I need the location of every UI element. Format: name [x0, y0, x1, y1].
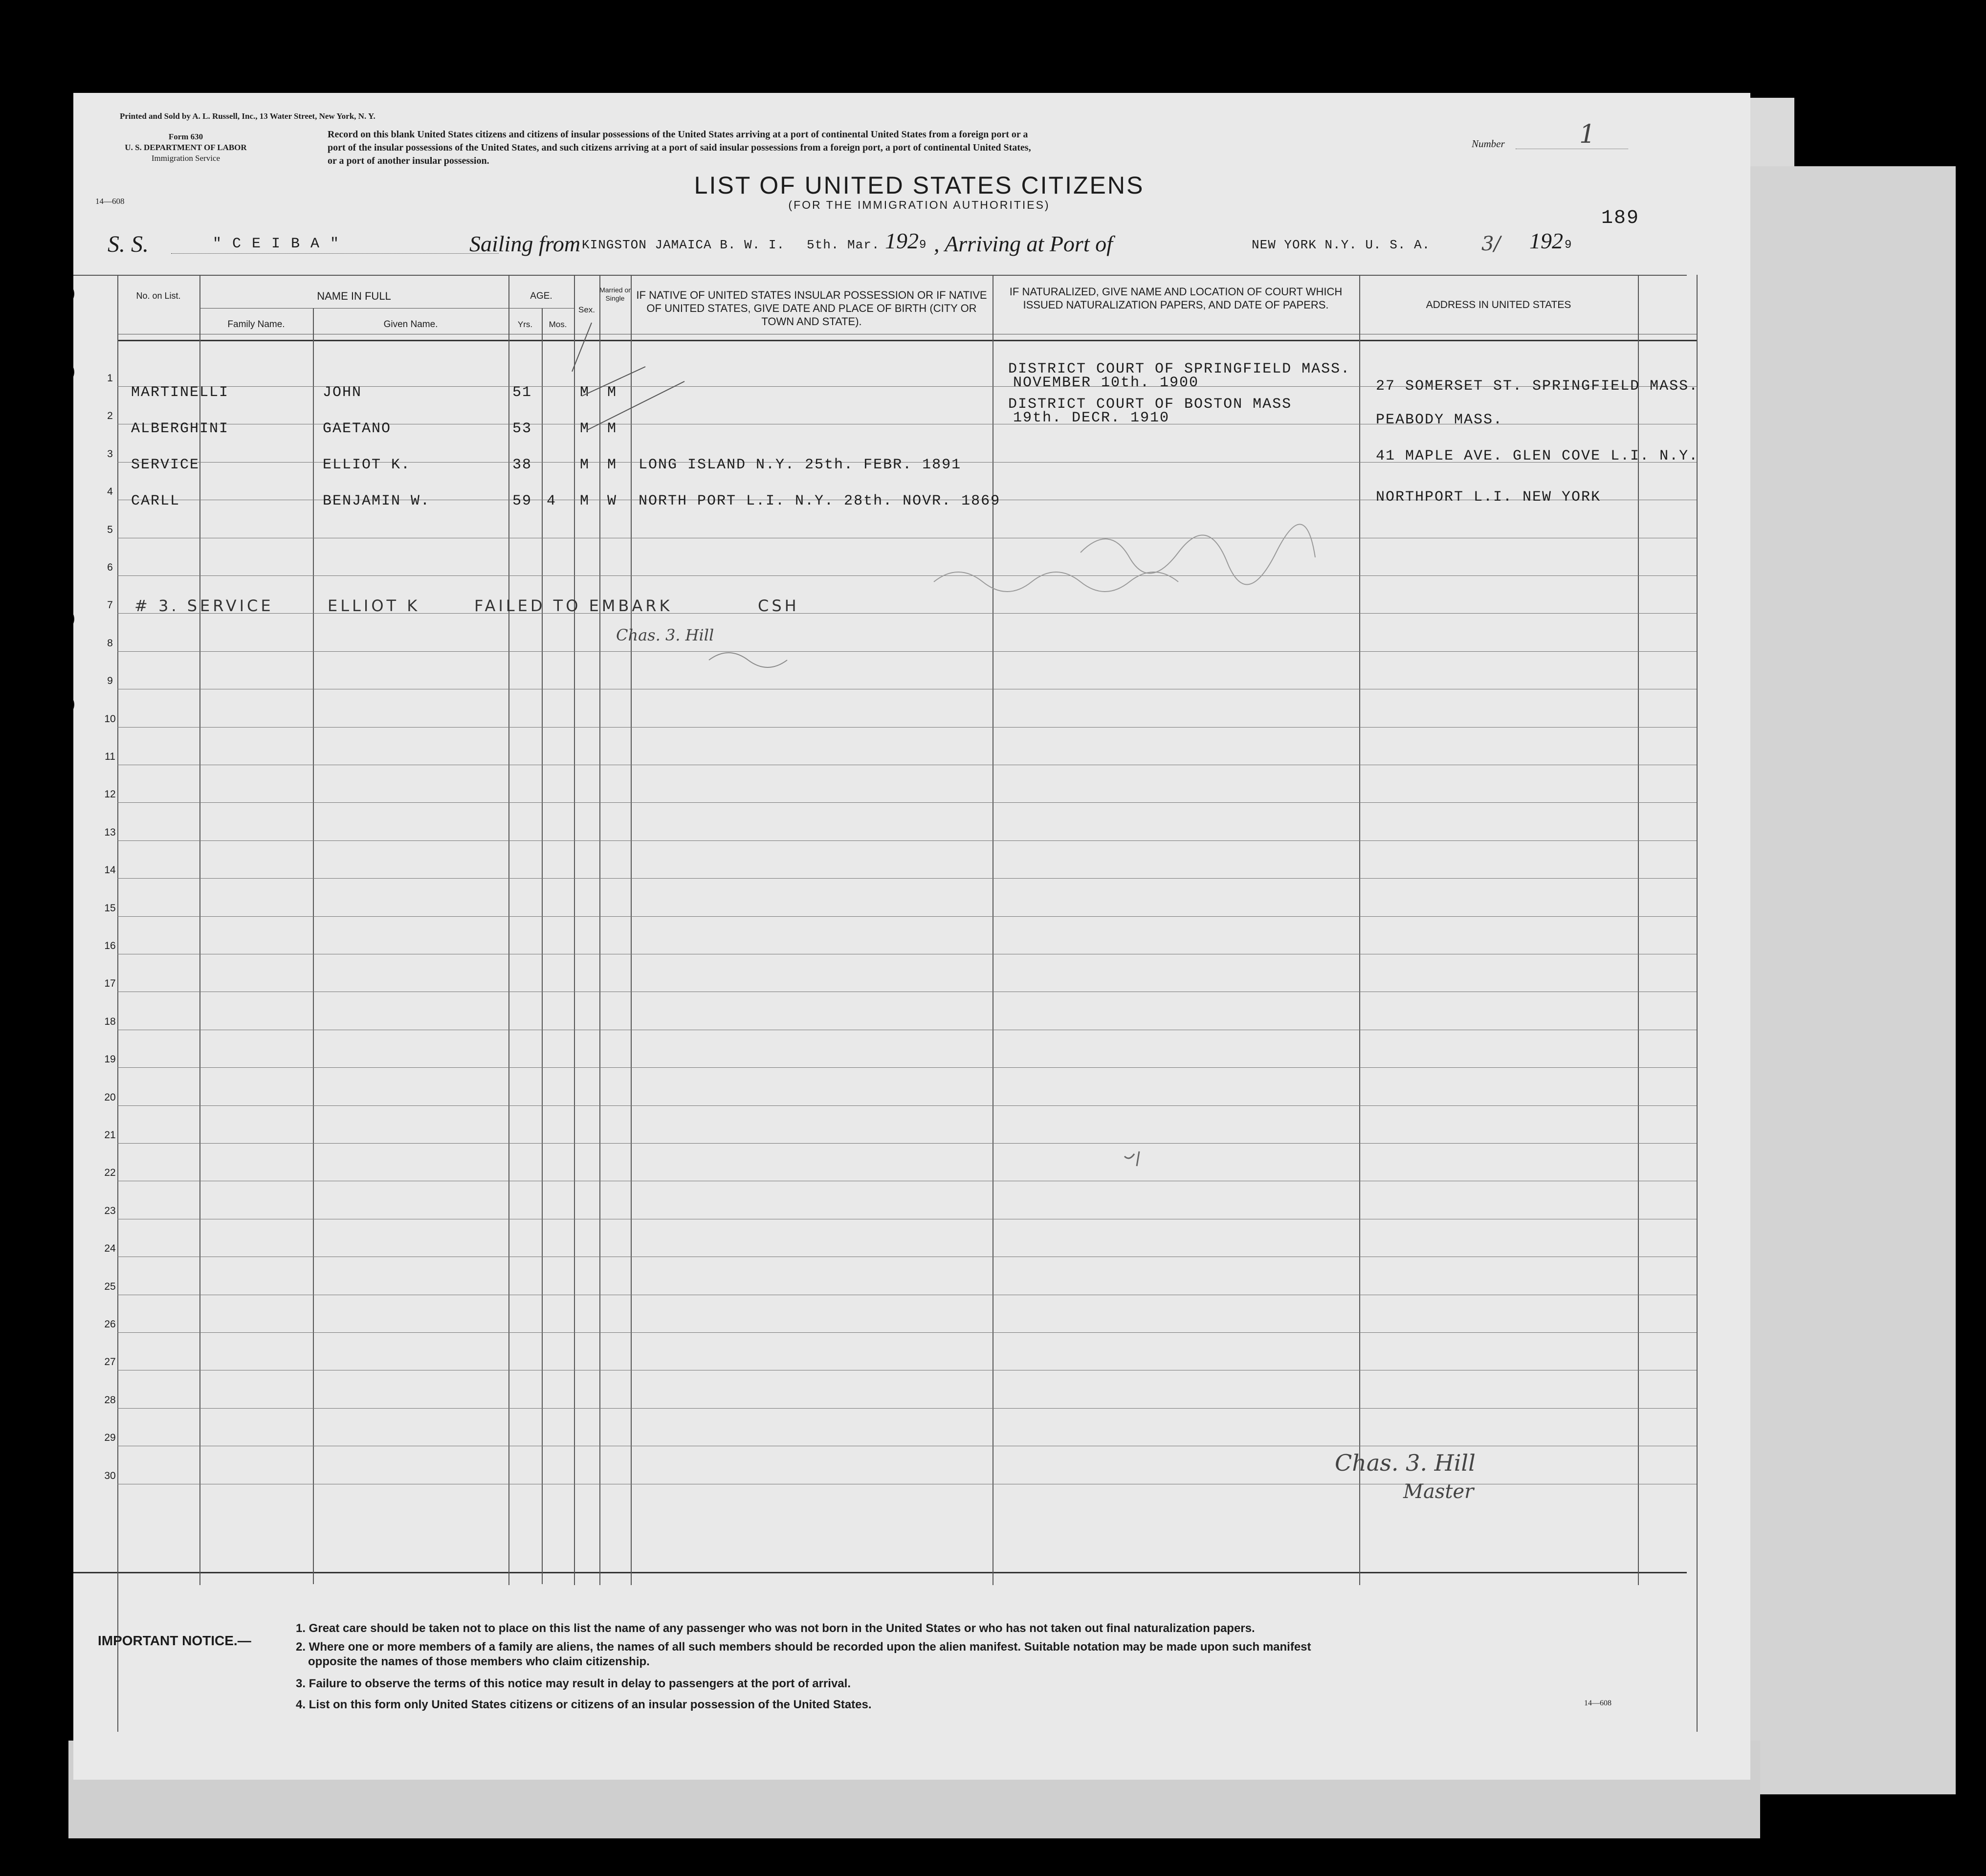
row-number: 27 [104, 1356, 116, 1368]
row-number: 9 [107, 675, 113, 687]
header-no-on-list: No. on List. [136, 291, 181, 301]
annotation-failed: FAILED TO EMBARK [474, 596, 673, 615]
notice-item-2-cont: opposite the names of those members who claim citizenship. [308, 1655, 650, 1668]
row-number: 24 [104, 1243, 116, 1255]
header-yrs: Yrs. [517, 320, 533, 329]
header-age: AGE. [530, 291, 552, 301]
sex-1: M [580, 384, 590, 401]
sailing-date: 5th. Mar. [807, 238, 880, 252]
page-subtitle: (FOR THE IMMIGRATION AUTHORITIES) [788, 199, 1050, 211]
birth-4: NORTH PORT L.I. N.Y. 28th. NOVR. 1869 [639, 493, 1001, 509]
arriving-port: NEW YORK N.Y. U. S. A. [1252, 238, 1431, 252]
notice-item-4: 4. List on this form only United States citizens or citizens of an insular possession of the United States. [296, 1698, 872, 1711]
row-number: 18 [104, 1015, 116, 1027]
annotation-given: ELLIOT K [328, 596, 420, 615]
row-number: 8 [107, 637, 113, 649]
page-number: 189 [1601, 207, 1640, 229]
sex-4: M [580, 493, 590, 509]
row-number: 25 [104, 1280, 116, 1292]
row-number: 3 [107, 448, 113, 460]
row-number: 5 [107, 524, 113, 535]
ss-label: S. S. [108, 231, 149, 257]
form-code: 14—608 [95, 197, 125, 206]
marital-2: M [607, 420, 618, 437]
header-married-single: Married or Single [599, 286, 631, 302]
header-mos: Mos. [549, 320, 567, 329]
header-birth: IF NATIVE OF UNITED STATES INSULAR POSSESSION OR IF NATIVE OF UNITED STATES, GIVE DATE AND PLACE OF BIRTH (CITY OR TOWN AND STATE). [636, 289, 987, 328]
family-name-4: CARLL [131, 493, 180, 509]
row-number: 22 [104, 1167, 116, 1179]
birth-3: LONG ISLAND N.Y. 25th. FEBR. 1891 [639, 457, 962, 473]
age-2: 53 [512, 420, 532, 437]
row-number: 13 [104, 826, 116, 838]
row-number: 4 [107, 486, 113, 498]
printer-line: Printed and Sold by A. L. Russell, Inc., 13 Water Street, New York, N. Y. [120, 111, 375, 121]
master-title: Master [1403, 1480, 1474, 1503]
row-number: 1 [107, 373, 113, 384]
annotation-number-name: # 3. SERVICE [134, 596, 274, 615]
court-2: DISTRICT COURT OF BOSTON MASS [1008, 396, 1292, 413]
annotation-initials: CSH [758, 596, 799, 615]
ship-name: " C E I B A " [213, 236, 340, 252]
address-3: 41 MAPLE AVE. GLEN COVE L.I. N.Y. [1376, 448, 1699, 464]
court-date-1: NOVEMBER 10th. 1900 [1013, 375, 1199, 391]
sex-3: M [580, 457, 590, 473]
row-number: 6 [107, 562, 113, 573]
notice-item-3: 3. Failure to observe the terms of this notice may result in delay to passengers at the port of arrival. [296, 1677, 851, 1690]
annotation-signature: Chas. 3. Hill [616, 626, 714, 644]
row-number: 23 [104, 1205, 116, 1216]
service-name: Immigration Service [151, 154, 221, 163]
family-name-2: ALBERGHINI [131, 420, 229, 437]
court-1: DISTRICT COURT OF SPRINGFIELD MASS. [1008, 361, 1351, 377]
row-number: 17 [104, 978, 116, 990]
header-given-name: Given Name. [383, 319, 438, 330]
back-sheet [1721, 166, 1956, 1794]
form-number: Form 630 [168, 132, 203, 141]
marital-4: W [607, 493, 618, 509]
notice-form-code: 14—608 [1584, 1699, 1611, 1707]
age-3: 38 [512, 457, 532, 473]
row-number: 12 [104, 789, 116, 800]
notice-item-1: 1. Great care should be taken not to place on this list the name of any passenger who was not born in the United States or who has not taken out final naturalization papers. [296, 1622, 1255, 1635]
address-2: PEABODY MASS. [1376, 412, 1503, 428]
age-1: 51 [512, 384, 532, 401]
given-name-4: BENJAMIN W. [323, 493, 431, 509]
row-number: 15 [104, 902, 116, 914]
page-title: LIST OF UNITED STATES CITIZENS [694, 172, 1145, 199]
manifest-page [73, 93, 1750, 1780]
number-value: 1 [1579, 120, 1596, 149]
instruction-line: or a port of another insular possession. [328, 155, 489, 166]
given-name-2: GAETANO [323, 420, 392, 437]
header-naturalized: IF NATURALIZED, GIVE NAME AND LOCATION OF COURT WHICH ISSUED NATURALIZATION PAPERS, AND DATE OF PAPERS. [1009, 286, 1343, 311]
court-date-2: 19th. DECR. 1910 [1013, 410, 1170, 426]
arriving-year-typed: 9 [1565, 239, 1573, 252]
instruction-line: Record on this blank United States citizens and citizens of insular possessions of the United States arriving at a port of continental United States from a foreign port or a [328, 129, 1028, 140]
row-number: 14 [104, 864, 116, 876]
arriving-year-printed: 192 [1529, 228, 1563, 253]
sailing-year-typed: 9 [919, 239, 927, 252]
marital-3: M [607, 457, 618, 473]
number-label: Number [1472, 138, 1505, 150]
row-number: 29 [104, 1432, 116, 1444]
sailing-label: Sailing from [469, 231, 581, 256]
notice-heading: IMPORTANT NOTICE.— [98, 1633, 251, 1648]
instruction-line: port of the insular possessions of the United States, and such citizens arriving at a port of said insular possessions from a foreign port, a port of continental United States, [328, 142, 1031, 153]
row-number: 28 [104, 1394, 116, 1406]
age-4: 59 [512, 493, 532, 509]
row-number: 30 [104, 1470, 116, 1481]
sailing-from: KINGSTON JAMAICA B. W. I. [582, 238, 785, 252]
department-name: U. S. DEPARTMENT OF LABOR [125, 143, 247, 152]
header-sex: Sex. [578, 305, 596, 314]
family-name-1: MARTINELLI [131, 384, 229, 401]
address-4: NORTHPORT L.I. NEW YORK [1376, 489, 1601, 506]
marital-1: M [607, 384, 618, 401]
given-name-1: JOHN [323, 384, 362, 401]
row-number: 10 [104, 713, 116, 725]
sex-2: M [580, 420, 590, 437]
address-1: 27 SOMERSET ST. SPRINGFIELD MASS. [1376, 378, 1699, 395]
notice-item-2: 2. Where one or more members of a family are aliens, the names of all such members should be recorded upon the alien manifest. Suitable notation may be made upon such manifest [296, 1640, 1311, 1654]
family-name-3: SERVICE [131, 457, 200, 473]
master-signature: Chas. 3. Hill [1335, 1450, 1476, 1476]
months-4: 4 [547, 493, 557, 509]
arriving-label: , Arriving at Port of [934, 231, 1113, 256]
row-number: 7 [107, 599, 113, 611]
given-name-3: ELLIOT K. [323, 457, 411, 473]
row-number: 11 [105, 751, 115, 762]
row-number: 19 [104, 1054, 116, 1065]
header-address: ADDRESS IN UNITED STATES [1426, 299, 1571, 310]
pen-marks [73, 93, 1750, 1780]
row-number: 26 [104, 1319, 116, 1330]
sailing-year-printed: 192 [885, 228, 919, 253]
row-number: 20 [104, 1091, 116, 1103]
arriving-date: 3/ [1481, 233, 1501, 255]
header-name-in-full: NAME IN FULL [317, 290, 391, 302]
row-number: 21 [104, 1129, 116, 1141]
row-number: 2 [107, 410, 113, 422]
header-family-name: Family Name. [227, 319, 285, 330]
row-number: 16 [104, 940, 116, 951]
